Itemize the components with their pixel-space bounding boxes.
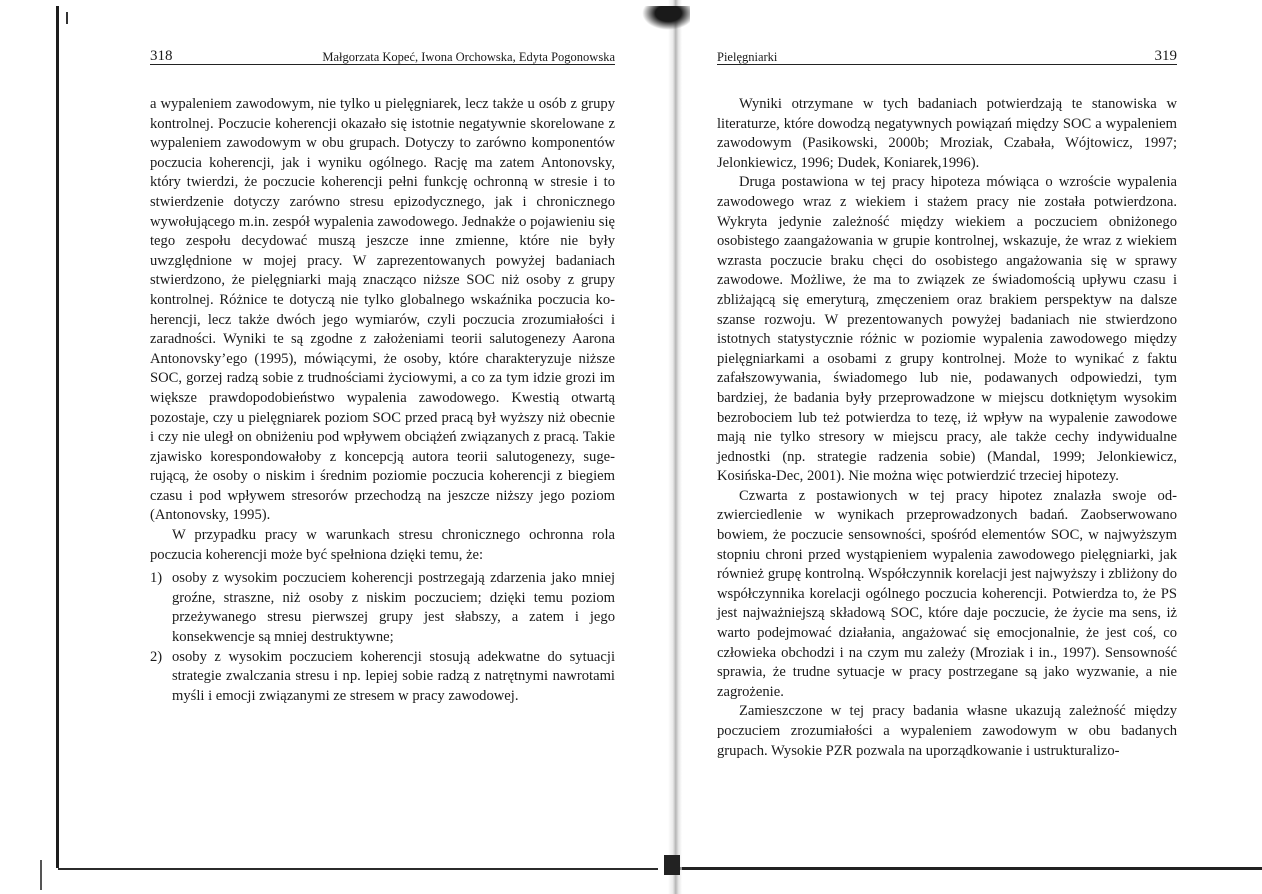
paragraph: Zamieszczone w tej pracy badania własne ukazują zależność między poczuciem zrozumiałości a wypaleniem zawodowym w obu badanych grupach. Wysokie PZR pozwala na uporządkowanie i ustrukturalizo-: [717, 703, 1177, 759]
left-page: [150, 40, 615, 706]
paragraph: Czwarta z postawionych w tej pracy hipotez znalazła swoje odzwierciedlenie w wynikach przeprowadzonych badań. Zaobserwowano bowiem, że poczucie sensowności, spośród elementów SOC, w najwyższym stopniu chroni przed wystąpieniem wypalenia zawodowego pielęgniarki, jak również grupę kontrolną. Współczynnik korelacji jest najwyższy i zbliżony do współczynnika korelacji ogólnego poczucia koherencji. Potwierdza to, że PS jest najważniejszą składową SOC, które daje poczucie, że życie ma sens, iż warto podejmować działania, angażować się emocjonalnie, że jest coś, co człowieka obchodzi i na czym mu zależy (Mroziak i in., 1997). Sensowność sprawia, że trudne sytuacje w pracy postrzegane są jako wyzwanie, a nie zagrożenie.: [717, 487, 1177, 700]
left-page-header: [150, 40, 615, 65]
scan-mark-top: [66, 12, 68, 24]
right-page-body: [717, 95, 1177, 761]
right-page-header: [717, 40, 1177, 65]
paragraph: Druga postawiona w tej pracy hipoteza mówiąca o wzroście wypalenia zawodowego wraz z wiekiem i stażem pracy nie została potwierdzona. Wykryta jedynie zależność między wiekiem a poczuciem obniżonego osobistego zaangażowania w grupie kontrolnej, wskazuje, że wraz z wiekiem wzrasta poczucie braku chęci do osobistego angażowania się w sprawy zawodowe. Możliwe, że ma to związek ze świadomością upływu czasu i zbliżającą się emeryturą, zmęczeniem oraz brakiem perspektyw na dalsze szanse rozwoju. W prezentowanych powyżej badaniach nie stwierdzono istotnych statystycznie różnic w poziomie wypalenia zawodowego między pielęgniarkami a osobami z grupy kontrolnej. Może to wynikać z faktu zafałszowywania, świadomego lub nie, podawanych odpowiedzi, tym bardziej, że badania były przeprowadzone w miejscu dotkniętym wysokim bezrobociem lub też potwierdza to tezę, iż wpływ na wypalenie zawodowe mają nie tylko stresory w miejscu pracy, ale także cechy indywidualne jednostki (np. strategie radzenia sobie) (Mandal, 1999; Jelonkiewicz, Kosińska-Dec, 2001). Nie można więc potwierdzić trzeciej hipotezy.: [717, 174, 1177, 485]
gutter-shadow-bottom: [664, 855, 680, 875]
paragraph: W przypadku pracy w warunkach stresu chronicznego ochronna rola poczucia koherencji może być spełniona dzięki temu, że:: [150, 527, 615, 563]
right-page: [717, 40, 1177, 761]
numbered-list: [150, 569, 615, 706]
list-item-text: osoby z wysokim poczuciem koherencji postrzegają zdarzenia jako mniej groźne, straszne, niż osoby z niskim poczuciem; dzięki temu poziom przeżywanego stresu pierwszej grupy jest słabszy, a zatem i jego konsekwencje są mniej destruktywne;: [172, 570, 615, 646]
list-item-text: osoby z wysokim poczuciem koherencji stosują adekwatne do sytuacji strategie zwalczania stresu i np. lepiej sobie radzą z natrętnymi nawrotami myśli i emocji związanymi ze stresem w pracy zawodowej.: [172, 648, 615, 704]
list-item: [150, 648, 615, 707]
left-page-body: [150, 95, 615, 706]
gutter-shadow-top: [642, 6, 690, 30]
left-running-head: Małgorzata Kopeć, Iwona Orchowska, Edyta Pogonowska: [322, 50, 615, 64]
list-item-number: 2): [150, 648, 163, 665]
right-running-head: Pielęgniarki: [717, 50, 778, 64]
scan-edge-mark: [40, 860, 42, 890]
right-page-number: 319: [1154, 48, 1177, 64]
scan-edge-bottom-left: [58, 868, 658, 870]
scan-edge-left: [56, 6, 59, 868]
list-item: [150, 569, 615, 647]
paragraph: Wyniki otrzymane w tych badaniach potwierdzają te stanowiska w literaturze, które dowodzą negatywnych powiązań między SOC a wypaleniem zawodowym (Pasikowski, 2000b; Mroziak, Czabała, Wójtowicz, 1997; Jelonkiewicz, 1996; Dudek, Koniarek,1996).: [717, 96, 1177, 171]
paragraph: a wypaleniem zawodowym, nie tylko u pielęgniarek, lecz także u osób z grupy kontrolnej. Poczucie koherencji okazało się istotnie negatywnie skorelowane z wypaleniem zawodowym w obu grupach. Dotyczy to zarówno komponentów poczucia koherencji, jak i wyniku ogólnego. Rację ma zatem Antonovsky, który twierdzi, że poczucie koherencji pełni funkcję ochronną w stresie i to stwierdzenie dotyczy zarówno stresu epizodycznego, jak i chronicznego wywołującego m.in. zespół wypalenia zawodowego. Jednakże o pojawieniu się tego zespołu decydować muszą jeszcze inne zmienne, które nie były uwzględnione w mojej pracy. W zaprezentowanych powyżej badaniach stwierdzono, że pielęgniarki mają znacząco niższe SOC niż osoby z grupy kontrolnej. Różnice te dotyczą nie tylko globalnego wskaźnika poczucia koherencji, lecz także dwóch jego wymiarów, czyli poczucia zrozumiałości i zaradności. Wyniki te są zgodne z założeniami teorii salutogenezy Aarona Antonovsky’ego (1995), mówiącymi, że osoby, które charakteryzuje niższe SOC, gorzej radzą sobie z trudnościami życiowymi, a co za tym idzie grozi im większe prawdopodobieństwo wypalenia zawodowego. Kwestią otwartą pozostaje, czy u pielęgniarek poziom SOC przed pracą był wyższy niż obecnie i czy nie uległ on obniżeniu pod wpływem obciążeń związanych z pracą. Takie zjawisko korespondowałoby z koncepcją autora teorii salutogenezy, sugerującą, że osoby o niskim i średnim poziomie poczucia koherencji z biegiem czasu i pod wpływem stresorów przechodzą na jeszcze niższy jego poziom (Antonovsky, 1995).: [150, 96, 615, 524]
left-page-number: 318: [150, 48, 173, 64]
book-gutter: [668, 0, 682, 894]
scan-edge-bottom-right: [676, 867, 1262, 870]
list-item-number: 1): [150, 570, 163, 587]
